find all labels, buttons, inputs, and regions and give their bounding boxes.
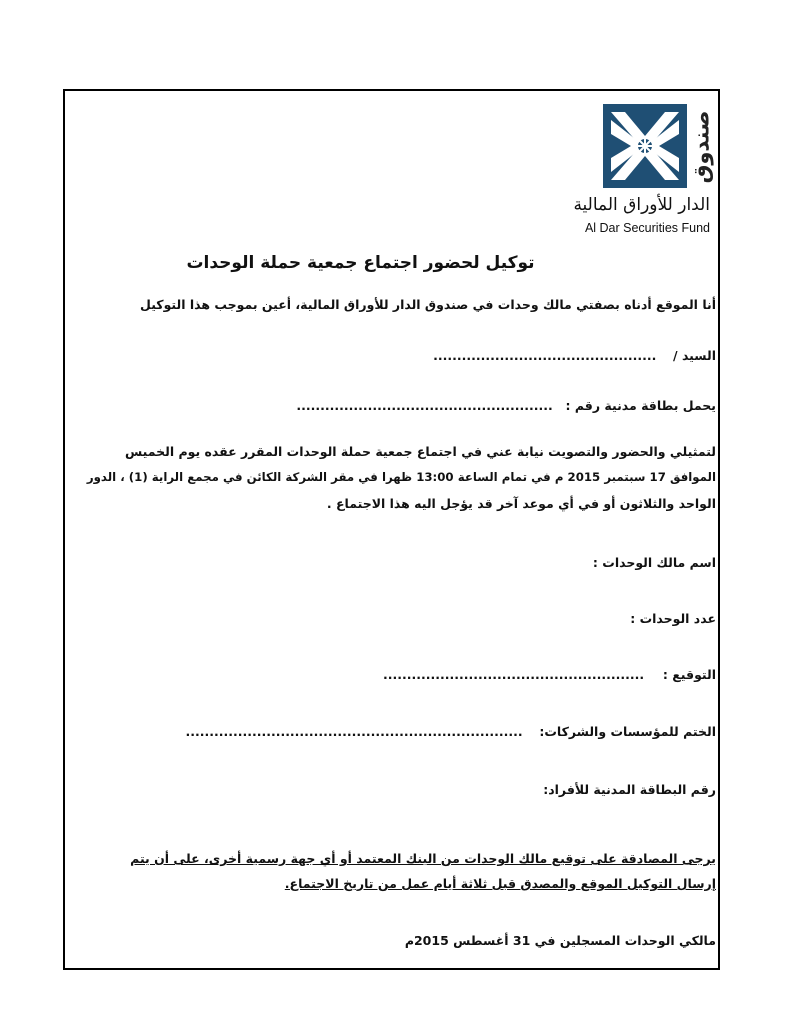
fund-logo — [573, 101, 716, 239]
intro-text: أنا الموقع أدناه بصفتي مالك وحدات في صندوق الدار للأوراق المالية، أعين بموجب هذا التوكيل — [140, 297, 716, 312]
mr-field — [433, 348, 716, 363]
signature-field — [383, 667, 716, 682]
notice-line-2: إرسال التوكيل الموقع والمصدق قبل ثلاثة أيام عمل من تاريخ الاجتماع. — [284, 876, 716, 891]
civil-id-field — [296, 398, 716, 413]
individual-id-label: رقم البطاقة المدنية للأفراد: — [543, 782, 716, 797]
paragraph-line-1: لتمثيلي والحضور والتصويت نيابة عني في اجتماع جمعية حملة الوحدات المقرر عقده يوم الخميس — [124, 444, 716, 459]
civil-id-dots: ...................................................... — [296, 398, 553, 413]
stamp-field — [185, 724, 716, 739]
signature-dots: ....................................................... — [383, 667, 645, 682]
stamp-dots: ....................................................................... — [185, 724, 523, 739]
footer-text: مالكي الوحدات المسجلين في 31 أغسطس 2015م — [404, 933, 716, 948]
paragraph-line-2: الموافق 17 سبتمبر 2015 م في تمام الساعة 13:00 ظهرا في مقر الشركة الكائن في مجمع الراية (1) ، الدور — [86, 470, 716, 484]
logo-english-name: Al Dar Securities Fund — [584, 221, 710, 235]
notice-line-1: يرجى المصادقة على توقيع مالك الوحدات من البنك المعتمد أو أي جهة رسمية أخرى، على أن يتم — [130, 851, 716, 866]
civil-id-label: يحمل بطاقة مدنية رقم : — [565, 398, 716, 413]
logo-vertical-word: صندوق — [689, 110, 714, 184]
logo-arabic-name: الدار للأوراق المالية — [573, 195, 710, 215]
mr-dots: ............................................... — [433, 348, 657, 363]
owner-name-label: اسم مالك الوحدات : — [592, 555, 716, 570]
mr-label: السيد / — [673, 348, 716, 363]
units-count-label: عدد الوحدات : — [630, 611, 716, 626]
signature-label: التوقيع : — [662, 667, 716, 682]
logo-emblem-icon — [603, 104, 687, 188]
stamp-label: الختم للمؤسسات والشركات: — [539, 724, 716, 739]
document-title: توكيل لحضور اجتماع جمعية حملة الوحدات — [186, 253, 535, 273]
paragraph-line-3: الواحد والثلاثون أو في أي موعد آخر قد يؤجل اليه هذا الاجتماع . — [326, 496, 716, 511]
